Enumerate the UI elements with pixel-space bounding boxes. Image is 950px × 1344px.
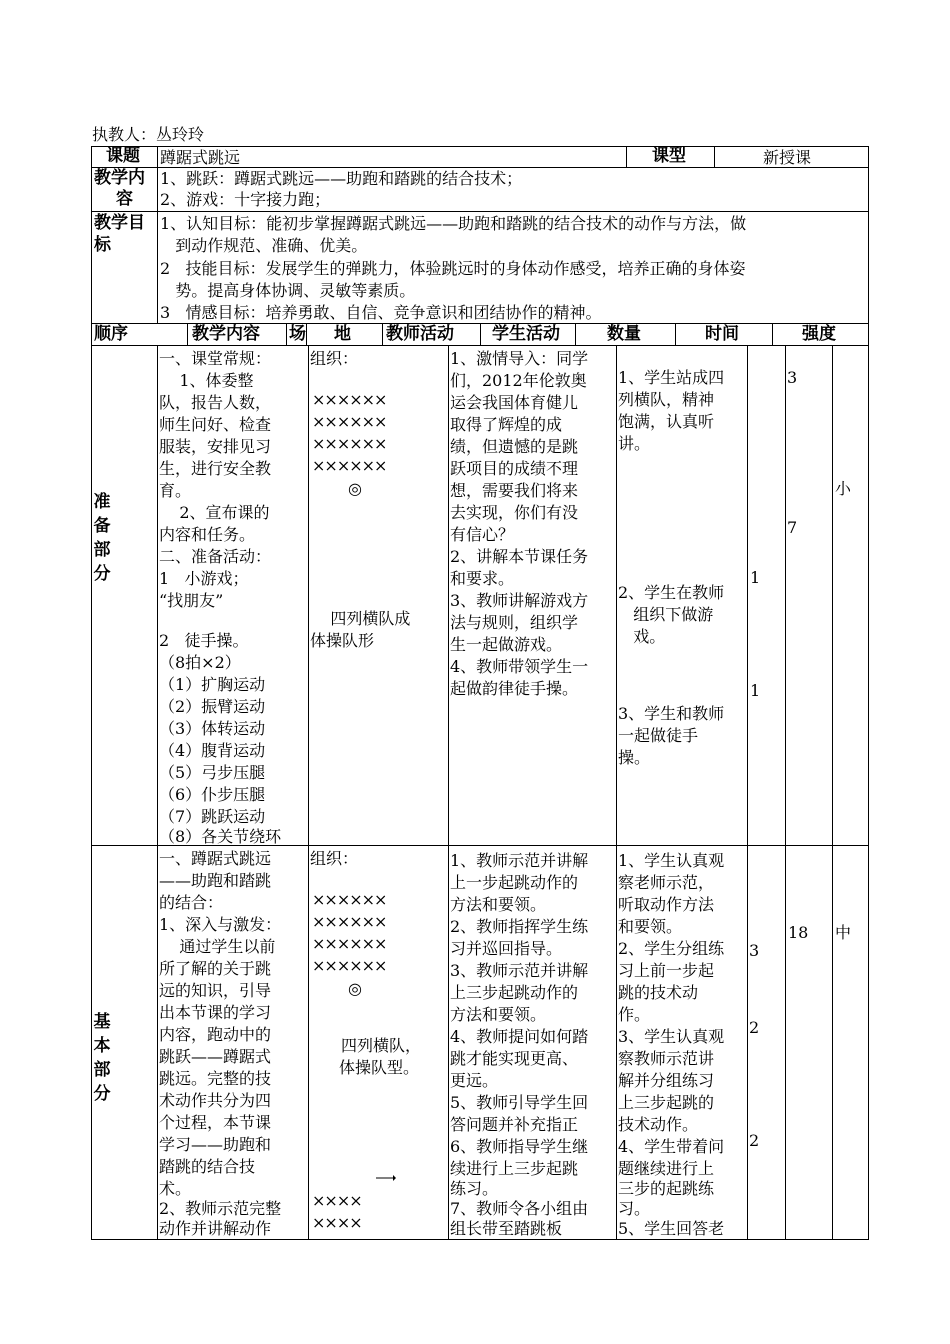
prep-content-line: 内容和任务。 — [159, 525, 256, 544]
student-activity-line: 组织下做游 — [618, 605, 714, 624]
formation-row: ×××× — [312, 1213, 362, 1232]
formation-row: ×××××× — [312, 956, 387, 975]
col-header-time: 时间 — [705, 324, 739, 344]
prep-content-line: 师生问好、检查 — [159, 415, 272, 434]
teacher-activity-line: 上一步起跳动作的 — [450, 873, 579, 892]
basic-content-line: 动作并讲解动作 — [159, 1219, 272, 1238]
goal-line: 势。提高身体协调、灵敏等素质。 — [160, 281, 416, 300]
teacher-activity-line: 方法和要领。 — [450, 1005, 547, 1024]
student-activity-line: 察老师示范， — [618, 873, 715, 892]
student-activity-line: 三步的起跳练 — [618, 1179, 715, 1198]
teacher-activity-line: 法与规则，组织学 — [450, 613, 579, 632]
prep-quantity: 1 — [750, 568, 761, 587]
student-activity-line: 5、学生回答老 — [618, 1219, 725, 1238]
prep-content-line: 队，报告人数， — [159, 393, 272, 412]
section-label-char: 本 — [93, 1036, 111, 1056]
student-activity-line: 听取动作方法 — [618, 895, 715, 914]
prep-content-line: 一、课堂常规： — [159, 349, 272, 368]
col-header-field-1: 场 — [289, 324, 306, 344]
section-label-char: 备 — [93, 516, 111, 536]
formation-caption: 体操队形 — [310, 631, 375, 650]
section-label-char: 分 — [93, 1084, 111, 1104]
formation-row: ×××××× — [312, 890, 387, 909]
prep-content-line: （2）振臂运动 — [159, 697, 266, 716]
student-activity-line: 列横队，精神 — [618, 390, 715, 409]
prep-content-line: 1 小游戏； — [159, 569, 249, 588]
table-border — [626, 146, 627, 168]
student-activity-line: 习上前一步起 — [618, 961, 715, 980]
prep-intensity: 小 — [835, 479, 852, 498]
prep-content-line: 二、准备活动： — [159, 547, 272, 566]
lesson-type-label: 课型 — [652, 146, 686, 166]
content-label-2: 容 — [116, 189, 133, 209]
prep-content-line: 服装，安排见习 — [159, 437, 272, 456]
prep-content-line: 1、体委整 — [159, 371, 254, 390]
student-activity-line: 和要领。 — [618, 917, 683, 936]
basic-content-line: 1、深入与激发： — [159, 915, 282, 934]
teacher-activity-line: 绩，但遗憾的是跳 — [450, 437, 579, 456]
student-activity-line: 1、学生站成四 — [618, 368, 725, 387]
table-border — [448, 345, 449, 1240]
teacher-activity-line: 2、讲解本节课任务 — [450, 547, 589, 566]
col-header-field-2: 地 — [334, 324, 351, 344]
table-border — [187, 323, 188, 346]
table-border — [382, 323, 383, 346]
content-label: 教学内 — [94, 168, 145, 188]
section-label-basic — [92, 1010, 112, 1106]
teacher-activity-line: 3、教师示范并讲解 — [450, 961, 589, 980]
topic-label: 课题 — [106, 146, 140, 166]
formation-row: ×××××× — [312, 912, 387, 931]
table-border — [575, 323, 576, 346]
basic-content-line: 所了解的关于跳 — [159, 959, 272, 978]
student-activity-line: 一起做徒手 — [618, 726, 699, 745]
prep-content-line: 育。 — [159, 481, 192, 500]
teacher-activity-line: 和要求。 — [450, 569, 515, 588]
student-activity-line: 上三步起跳的 — [618, 1093, 715, 1112]
prep-time: 7 — [787, 518, 798, 537]
goal-label: 教学目 — [94, 213, 145, 233]
student-activity-line: 讲。 — [618, 434, 651, 453]
table-border — [91, 211, 869, 212]
table-border — [306, 323, 307, 346]
basic-content-line: 内容，跑动中的 — [159, 1025, 272, 1044]
student-activity-line: 跳的技术动 — [618, 983, 699, 1002]
col-header-quantity: 数量 — [607, 324, 641, 344]
prep-content-line: （8拍×2） — [159, 653, 241, 672]
teacher-activity-line: 跃项目的成绩不理 — [450, 459, 579, 478]
student-activity-line: 2、学生分组练 — [618, 939, 725, 958]
table-border — [675, 323, 676, 346]
formation-caption: 四列横队， — [341, 1036, 422, 1055]
content-item-1: 1、跳跃：蹲踞式跳远——助跑和踏跳的结合技术； — [160, 169, 523, 188]
table-border — [714, 146, 715, 168]
teacher-name: 执教人：丛玲玲 — [92, 125, 205, 144]
teacher-activity-line: 有信心？ — [450, 525, 515, 544]
prep-time: 3 — [787, 368, 798, 387]
table-border — [308, 345, 309, 1240]
table-border-right — [868, 146, 869, 1240]
section-label-char: 分 — [93, 564, 111, 584]
prep-content-line: 生，进行安全教 — [159, 459, 272, 478]
basic-time: 18 — [788, 923, 809, 942]
prep-content-line: （8）各关节绕环 — [159, 827, 282, 846]
student-activity-line: 题继续进行上 — [618, 1159, 715, 1178]
teacher-activity-line: 3、教师讲解游戏方 — [450, 591, 589, 610]
formation-row: ×××××× — [312, 934, 387, 953]
teacher-activity-line: 运会我国体育健儿 — [450, 393, 579, 412]
basic-intensity: 中 — [835, 923, 852, 942]
student-activity-line: 饱满，认真听 — [618, 412, 715, 431]
basic-content-line: 跳远。完整的技 — [159, 1069, 272, 1088]
teacher-activity-line: 们，2012年伦敦奥 — [450, 371, 587, 390]
table-border — [785, 345, 786, 1240]
basic-content-line: 跳跃——蹲踞式 — [159, 1047, 272, 1066]
teacher-activity-line: 5、教师引导学生回 — [450, 1093, 589, 1112]
col-header-intensity: 强度 — [802, 324, 836, 344]
prep-content-line: （5）弓步压腿 — [159, 763, 266, 782]
teacher-activity-line: 去实现，你们有没 — [450, 503, 579, 522]
basic-content-line: 术动作共分为四 — [159, 1091, 272, 1110]
formation-row: ×××××× — [312, 456, 387, 475]
table-border — [286, 323, 287, 346]
formation-row: ×××××× — [312, 390, 387, 409]
field-org-label: 组织： — [310, 349, 359, 368]
col-header-teacher: 教师活动 — [386, 324, 454, 344]
basic-content-line: ——助跑和踏跳 — [159, 871, 272, 890]
teacher-activity-line: 上三步起跳动作的 — [450, 983, 579, 1002]
prep-content-line: 2、宣布课的 — [159, 503, 270, 522]
goal-line: 3 情感目标：培养勇敢、自信、竞争意识和团结协作的精神。 — [160, 303, 602, 322]
formation-caption: 体操队型。 — [339, 1058, 420, 1077]
teacher-position-mark: ◎ — [348, 979, 362, 998]
table-border — [616, 345, 617, 1240]
prep-quantity: 1 — [750, 681, 761, 700]
student-activity-line: 操。 — [618, 748, 651, 767]
topic-value: 蹲踞式跳远 — [160, 148, 241, 167]
section-label-char: 准 — [93, 492, 111, 512]
teacher-activity-line: 组长带至踏跳板 — [450, 1219, 563, 1238]
basic-content-line: 学习——助跑和 — [159, 1135, 272, 1154]
goal-label-2: 标 — [94, 235, 111, 255]
student-activity-line: 3、学生和教师 — [618, 704, 725, 723]
teacher-position-mark: ◎ — [348, 479, 362, 498]
table-border — [772, 323, 773, 346]
student-activity-line: 察教师示范讲 — [618, 1049, 715, 1068]
section-label-char: 部 — [93, 540, 111, 560]
student-activity-line: 作。 — [618, 1005, 651, 1024]
teacher-activity-line: 答问题并补充指正 — [450, 1115, 579, 1134]
basic-quantity: 2 — [749, 1131, 760, 1150]
basic-content-line: 2、教师示范完整 — [159, 1199, 282, 1218]
teacher-activity-line: 4、教师带领学生一 — [450, 657, 589, 676]
field-org-label: 组织： — [310, 849, 359, 868]
teacher-activity-line: 4、教师提问如何踏 — [450, 1027, 589, 1046]
col-header-order: 顺序 — [94, 324, 128, 344]
teacher-activity-line: 续进行上三步起跳 — [450, 1159, 579, 1178]
teacher-activity-line: 1、激情导入：同学 — [450, 349, 589, 368]
col-header-content: 教学内容 — [192, 324, 260, 344]
col-header-student: 学生活动 — [492, 324, 560, 344]
basic-content-line: 通过学生以前 — [159, 937, 276, 956]
teacher-activity-line: 1、教师示范并讲解 — [450, 851, 589, 870]
prep-content-line: （4）腹背运动 — [159, 741, 266, 760]
student-activity-line: 1、学生认真观 — [618, 851, 725, 870]
teacher-activity-line: 更远。 — [450, 1071, 499, 1090]
table-border — [157, 345, 158, 1240]
section-label-char: 基 — [93, 1012, 111, 1032]
student-activity-line: 4、学生带着问 — [618, 1137, 725, 1156]
teacher-activity-line: 跳才能实现更高、 — [450, 1049, 579, 1068]
teacher-activity-line: 方法和要领。 — [450, 895, 547, 914]
student-activity-line: 习。 — [618, 1199, 651, 1218]
student-activity-line: 3、学生认真观 — [618, 1027, 725, 1046]
student-activity-line: 技术动作。 — [618, 1115, 699, 1134]
basic-content-line: 的结合： — [159, 893, 224, 912]
basic-content-line: 出本节课的学习 — [159, 1003, 272, 1022]
section-label-char: 部 — [93, 1060, 111, 1080]
goal-line: 2 技能目标：发展学生的弹跳力，体验跳远时的身体动作感受，培养正确的身体姿 — [160, 259, 746, 278]
table-border — [480, 323, 481, 346]
content-item-2: 2、游戏：十字接力跑； — [160, 190, 331, 209]
prep-content-line: 2 徒手操。 — [159, 631, 249, 650]
basic-content-line: 个过程，本节课 — [159, 1113, 272, 1132]
table-border — [157, 146, 158, 324]
teacher-activity-line: 习并巡回指导。 — [450, 939, 563, 958]
section-label-prep — [92, 490, 112, 586]
prep-content-line: （3）体转运动 — [159, 719, 266, 738]
basic-content-line: 一、蹲踞式跳远 — [159, 849, 272, 868]
prep-content-line: （1）扩胸运动 — [159, 675, 266, 694]
formation-row: ×××× — [312, 1191, 362, 1210]
basic-content-line: 术。 — [159, 1179, 192, 1198]
teacher-activity-line: 起做韵律徒手操。 — [450, 679, 579, 698]
table-border — [832, 345, 833, 1240]
lesson-type-value: 新授课 — [763, 148, 812, 167]
student-activity-line: 戏。 — [618, 627, 666, 646]
teacher-activity-line: 想，需要我们将来 — [450, 481, 579, 500]
teacher-activity-line: 6、教师指导学生继 — [450, 1137, 589, 1156]
goal-line: 到动作规范、准确、优美。 — [160, 236, 368, 255]
teacher-activity-line: 取得了辉煌的成 — [450, 415, 563, 434]
teacher-activity-line: 7、教师令各小组由 — [450, 1199, 589, 1218]
formation-row: ×××××× — [312, 434, 387, 453]
basic-content-line: 踏跳的结合技 — [159, 1157, 256, 1176]
table-border — [747, 345, 748, 1240]
formation-row: ×××××× — [312, 412, 387, 431]
formation-caption: 四列横队成 — [310, 609, 411, 628]
teacher-activity-line: 练习。 — [450, 1179, 499, 1198]
student-activity-line: 2、学生在教师 — [618, 583, 725, 602]
student-activity-line: 解并分组练习 — [618, 1071, 715, 1090]
teacher-activity-line: 生一起做游戏。 — [450, 635, 563, 654]
basic-quantity: 3 — [749, 941, 760, 960]
prep-content-line: （7）跳跃运动 — [159, 807, 266, 826]
teacher-activity-line: 2、教师指挥学生练 — [450, 917, 589, 936]
basic-quantity: 2 — [749, 1018, 760, 1037]
prep-content-line: （6）仆步压腿 — [159, 785, 266, 804]
run-direction-arrow-icon — [376, 1173, 396, 1183]
prep-content-line: “找朋友” — [159, 591, 224, 610]
basic-content-line: 远的知识，引导 — [159, 981, 272, 1000]
goal-line: 1、认知目标：能初步掌握蹲踞式跳远——助跑和踏跳的结合技术的动作与方法，做 — [160, 214, 747, 233]
